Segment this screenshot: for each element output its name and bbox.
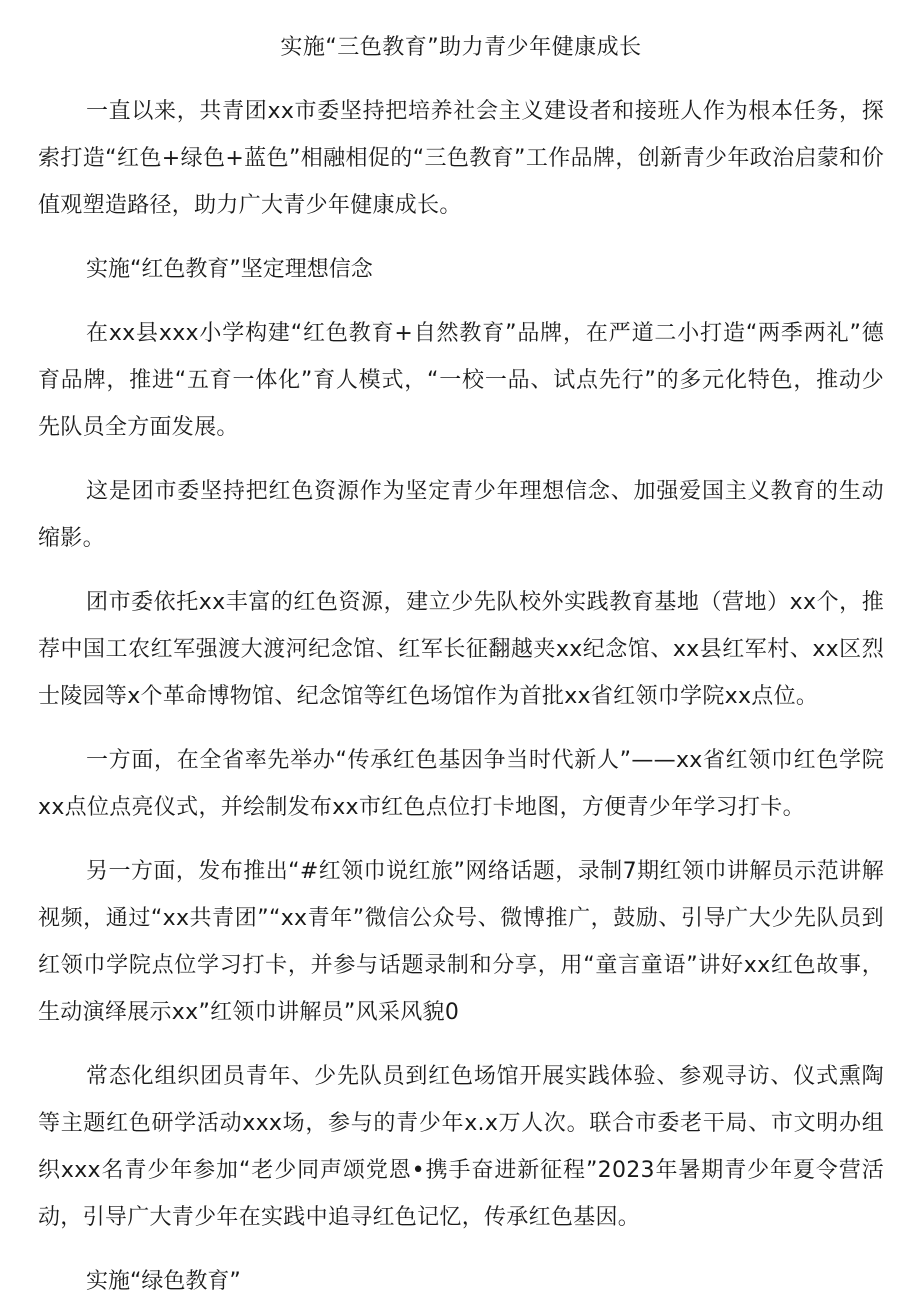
intro-paragraph: 一直以来，共青团xx市委坚持把培养社会主义建设者和接班人作为根本任务，探索打造“红色+绿色+蓝色”相融相促的“三色教育”工作品牌，创新青少年政治启蒙和价值观塑造路径，助力广大青少年健康成长。 bbox=[38, 99, 884, 218]
paragraph-brand: 在xx县xxx小学构建“红色教育+自然教育”品牌，在严道二小打造“两季两礼”德育品牌，推进“五育一体化”育人模式，“一校一品、试点先行”的多元化特色，推动少先队员全方面发展。 bbox=[38, 321, 884, 440]
section-heading-green: 实施“绿色教育” bbox=[86, 1269, 241, 1294]
paragraph-online-topic: 另一方面，发布推出“#红领巾说红旅”网络话题，录制7期红领巾讲解员示范讲解视频，通过“xx共青团”“xx青年”微信公众号、微博推广，鼓励、引导广大少先队员到红领巾学院点位学习打卡，并参与话题录制和分享，用“童言童语”讲好xx红色故事，生动演绎展示xx”红领巾讲解员”风采风貌0 bbox=[38, 859, 884, 1025]
paragraph-ceremony: 一方面，在全省率先举办“传承红色基因争当时代新人”——xx省红领巾红色学院xx点位点亮仪式，并绘制发布xx市红色点位打卡地图，方便青少年学习打卡。 bbox=[38, 748, 884, 820]
paragraph-activities: 常态化组织团员青年、少先队员到红色场馆开展实践体验、参观寻访、仪式熏陶等主题红色研学活动xxx场，参与的青少年x.x万人次。联合市委老干局、市文明办组织xxx名青少年参加“老少同声颂党恩•携手奋进新征程”2023年暑期青少年夏令营活动，引导广大青少年在实践中追寻红色记忆，传承红色基因。 bbox=[38, 1064, 884, 1230]
paragraph-bases: 团市委依托xx丰富的红色资源，建立少先队校外实践教育基地（营地）xx个，推荐中国工农红军强渡大渡河纪念馆、红军长征翻越夹xx纪念馆、xx县红军村、xx区烈士陵园等x个革命博物馆、纪念馆等红色场馆作为首批xx省红领巾学院xx点位。 bbox=[38, 590, 884, 709]
paragraph-epitome: 这是团市委坚持把红色资源作为坚定青少年理想信念、加强爱国主义教育的生动缩影。 bbox=[38, 479, 884, 551]
section-heading-red: 实施“红色教育”坚定理想信念 bbox=[86, 257, 373, 282]
document-title: 实施“三色教育”助力青少年健康成长 bbox=[280, 35, 642, 60]
